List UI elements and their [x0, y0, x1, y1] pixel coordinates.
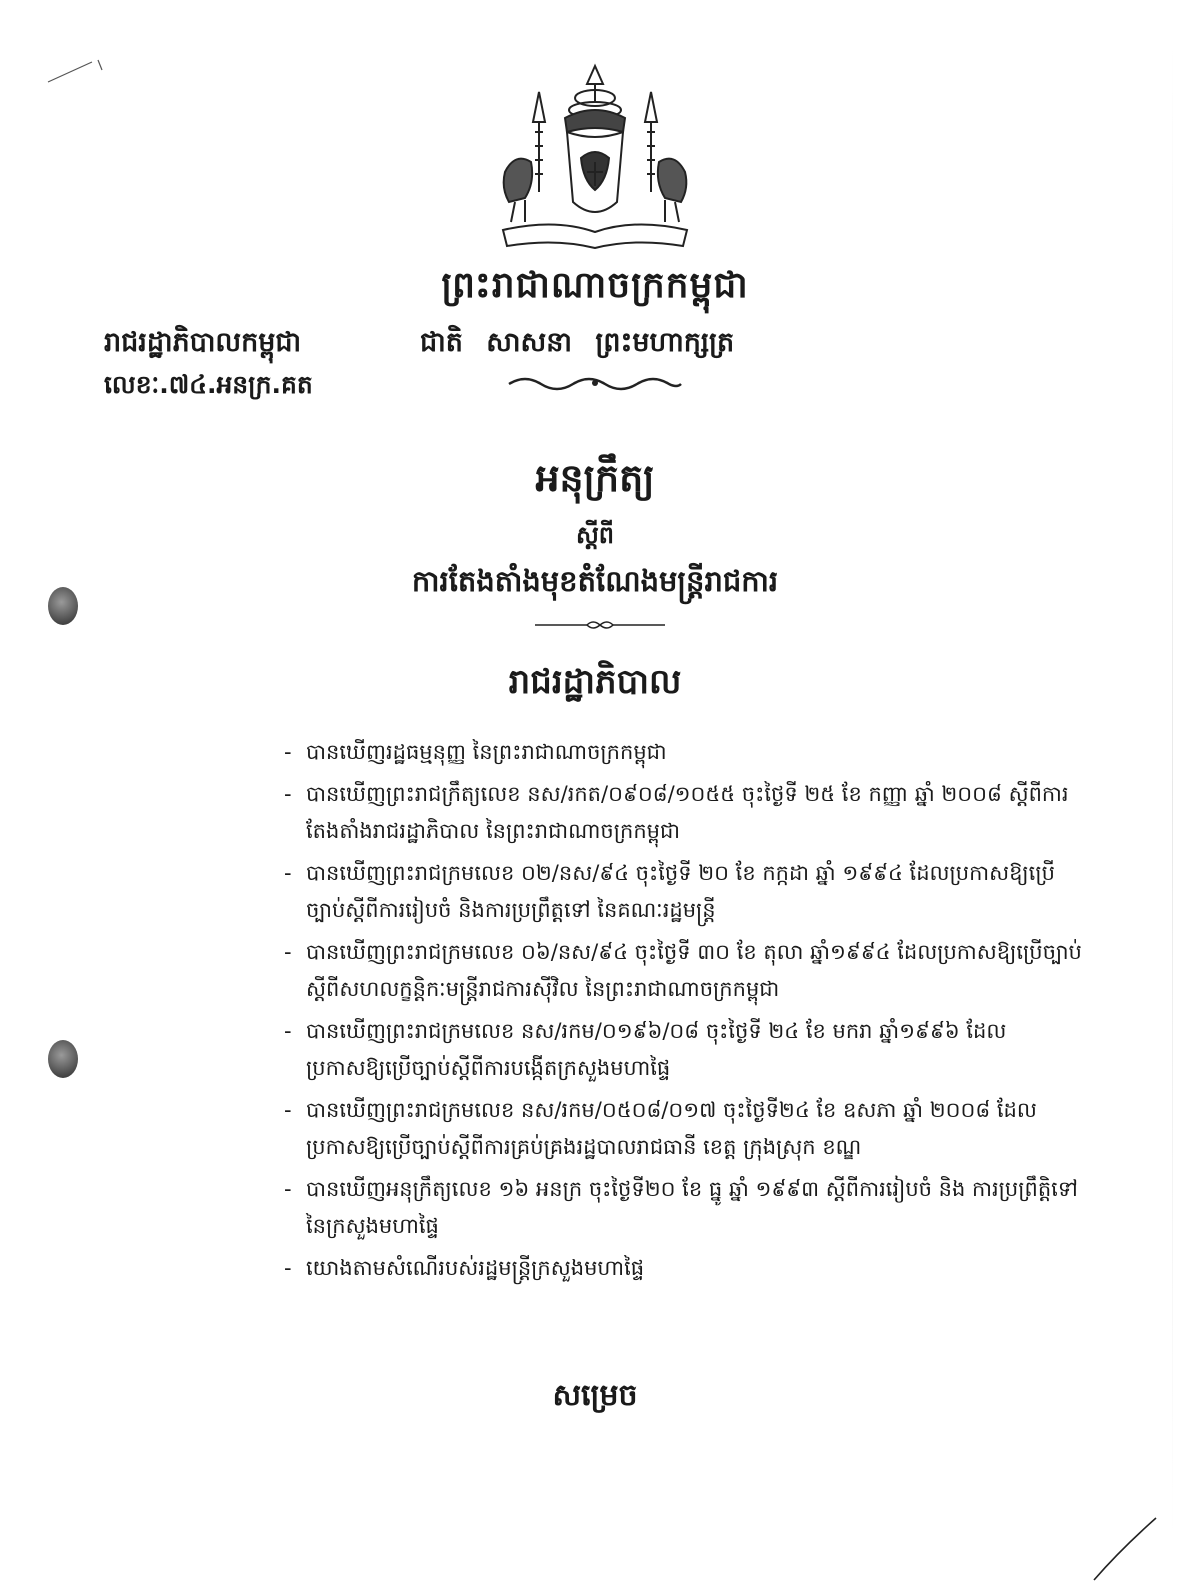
scan-edge-shadow — [1172, 40, 1173, 1540]
punch-hole — [48, 587, 78, 625]
regarding-label: ស្តីពី — [575, 521, 615, 549]
preamble-clauses — [284, 734, 1084, 1292]
preamble-clause — [284, 934, 1084, 1008]
issuing-authority: រាជរដ្ឋាភិបាល — [508, 662, 682, 702]
preamble-clause — [284, 776, 1084, 850]
bullet-dash: - — [284, 782, 292, 806]
clause-text: យោងតាមសំណើរបស់រដ្ឋមន្ត្រីក្រសួងមហាផ្ទៃ — [306, 1256, 645, 1280]
bullet-dash: - — [284, 861, 292, 885]
clause-text: បានឃើញព្រះរាជក្រឹត្យលេខ នស/រកត/០៩០៨/១០៥៥ ចុះថ្ងៃទី ២៥ ខែ កញ្ញា ឆ្នាំ ២០០៨ ស្តីពីការតែងតាំងរាជរដ្ឋាភិបាល នៃព្រះរាជាណាចក្រកម្ពុជា — [306, 782, 1069, 843]
preamble-clause — [284, 1013, 1084, 1087]
preamble-clause — [284, 855, 1084, 929]
decorative-ornament — [505, 372, 685, 394]
bullet-dash: - — [284, 740, 292, 764]
bullet-dash: - — [284, 1177, 292, 1201]
document-type-title: អនុក្រឹត្យ — [535, 456, 655, 500]
bullet-dash: - — [284, 1019, 292, 1043]
clause-text: បានឃើញព្រះរាជក្រមលេខ ០៦/នស/៩៤ ចុះថ្ងៃទី ៣០ ខែ តុលា ឆ្នាំ១៩៩៤ ដែលប្រកាសឱ្យប្រើច្បាប់ស្តីពីសហលក្ខន្តិកៈមន្ត្រីរាជការស៊ីវិល នៃព្រះរាជាណាចក្រកម្ពុជា — [306, 940, 1082, 1001]
bullet-dash: - — [284, 940, 292, 964]
kingdom-heading: ព្រះរាជាណាចក្រកម្ពុជា — [441, 265, 749, 306]
preamble-clause — [284, 1171, 1084, 1245]
pen-mark — [1090, 1500, 1170, 1584]
divider-ornament — [535, 618, 665, 632]
preamble-clause — [284, 734, 1084, 771]
bullet-dash: - — [284, 1098, 292, 1122]
bullet-dash: - — [284, 1256, 292, 1280]
issuing-government: រាជរដ្ឋាភិបាលកម្ពុជា — [104, 327, 302, 358]
clause-text: បានឃើញអនុក្រឹត្យលេខ ១៦ អនក្រ ចុះថ្ងៃទី២០ ខែ ធ្នូ ឆ្នាំ ១៩៩៣ ស្តីពីការរៀបចំ និង ការប្រព្រឹត្តិទៅ នៃក្រសួងមហាផ្ទៃ — [306, 1177, 1078, 1238]
clause-text: បានឃើញព្រះរាជក្រមលេខ ០២/នស/៩៤ ចុះថ្ងៃទី ២០ ខែ កក្កដា ឆ្នាំ ១៩៩៤ ដែលប្រកាសឱ្យប្រើច្បាប់ស្តីពីការរៀបចំ និងការប្រព្រឹត្តទៅ នៃគណៈរដ្ឋមន្ត្រី — [306, 861, 1055, 922]
punch-hole — [48, 1040, 78, 1078]
clause-text: បានឃើញព្រះរាជក្រមលេខ នស/រកម/០១៩៦/០៨ ចុះថ្ងៃទី ២៤ ខែ មករា ឆ្នាំ១៩៩៦ ដែលប្រកាសឱ្យប្រើច្បាប់ស្តីពីការបង្កើតក្រសួងមហាផ្ទៃ — [306, 1019, 1007, 1080]
clause-text: បានឃើញរដ្ឋធម្មនុញ្ញ នៃព្រះរាជាណាចក្រកម្ពុជា — [306, 740, 667, 764]
royal-coat-of-arms-emblem — [495, 62, 695, 252]
document-subject: ការតែងតាំងមុខតំណែងមន្ត្រីរាជការ — [411, 564, 779, 598]
reference-number: លេខៈ.៧៤.អនក្រ.គត — [104, 370, 313, 399]
national-motto: ជាតិ សាសនា ព្រះមហាក្សត្រ — [420, 327, 735, 358]
preamble-clause — [284, 1250, 1084, 1287]
preamble-clause — [284, 1092, 1084, 1166]
decision-heading: សម្រេច — [552, 1378, 638, 1413]
clause-text: បានឃើញព្រះរាជក្រមលេខ នស/រកម/០៥០៨/០១៧ ចុះថ្ងៃទី២៤ ខែ ឧសភា ឆ្នាំ ២០០៨ ដែលប្រកាសឱ្យប្រើច្បាប់ស្តីពីការគ្រប់គ្រងរដ្ឋបាលរាជធានី ខេត្ត ក្រុងស្រុក ខណ្ឌ — [306, 1098, 1037, 1159]
pen-mark — [40, 50, 110, 100]
